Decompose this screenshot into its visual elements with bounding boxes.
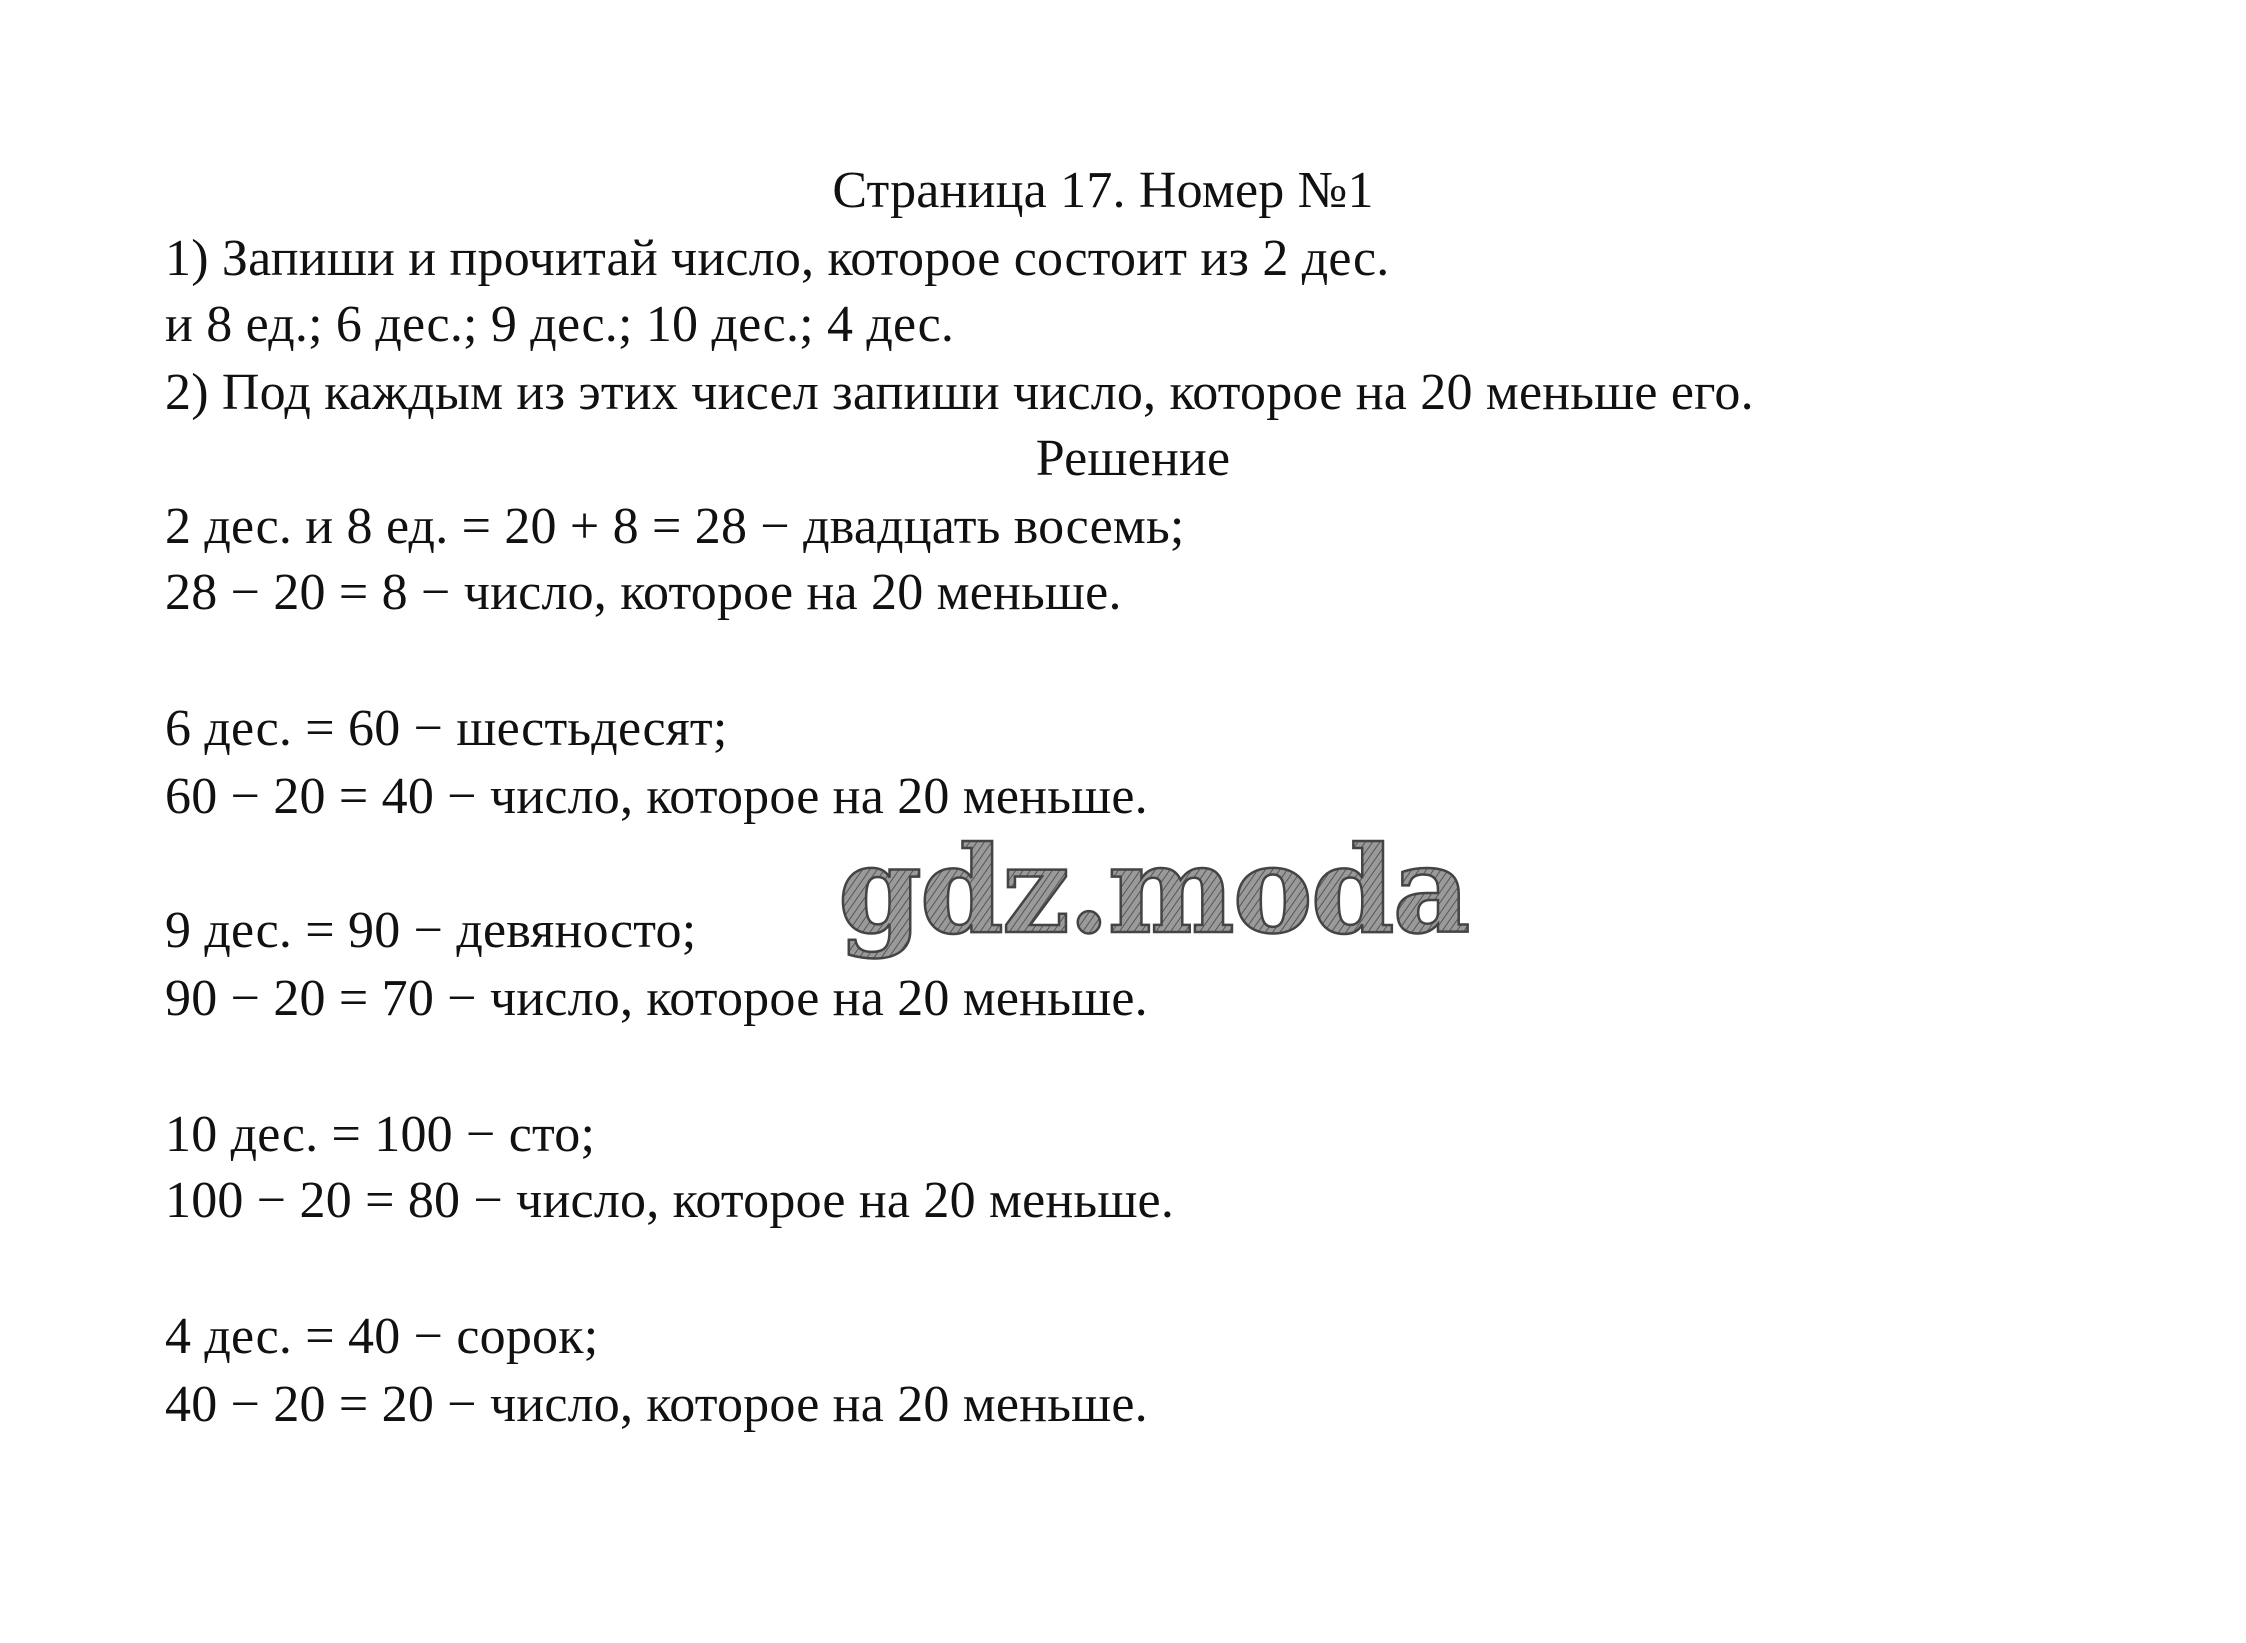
solution-line: 28 − 20 = 8 − число, которое на 20 меньше. [165, 564, 1122, 621]
solution-heading-text: Решение [1035, 430, 1231, 487]
solution-heading [0, 428, 2246, 490]
solution-line: 4 дес. = 40 − сорок; [165, 1308, 599, 1365]
solution-line: 60 − 20 = 40 − число, которое на 20 меньше. [165, 768, 1148, 825]
task-line-3: 2) Под каждым из этих чисел запиши число, которое на 20 меньше его. [165, 364, 1754, 421]
svg-text:gdz.moda: gdz.moda [838, 820, 1469, 961]
solution-line: 2 дес. и 8 ед. = 20 + 8 = 28 − двадцать восемь; [165, 498, 1185, 555]
page-title [0, 160, 2246, 222]
solution-line: 90 − 20 = 70 − число, которое на 20 меньше. [165, 970, 1148, 1027]
solution-line: 100 − 20 = 80 − число, которое на 20 меньше. [165, 1172, 1175, 1229]
solution-line: 9 дес. = 90 − девяносто; [165, 902, 697, 959]
task-line-2: и 8 ед.; 6 дес.; 9 дес.; 10 дес.; 4 дес. [165, 296, 955, 353]
watermark-logo [838, 820, 1478, 970]
page-title-text: Страница 17. Номер №1 [832, 162, 1374, 219]
solution-line: 6 дес. = 60 − шестьдесят; [165, 700, 728, 757]
watermark-logo-graphic [838, 820, 1478, 970]
task-line-1: 1) Запиши и прочитай число, которое состоит из 2 дес. [165, 230, 1390, 287]
solution-line: 10 дес. = 100 − сто; [165, 1106, 596, 1163]
solution-line: 40 − 20 = 20 − число, которое на 20 меньше. [165, 1376, 1148, 1433]
